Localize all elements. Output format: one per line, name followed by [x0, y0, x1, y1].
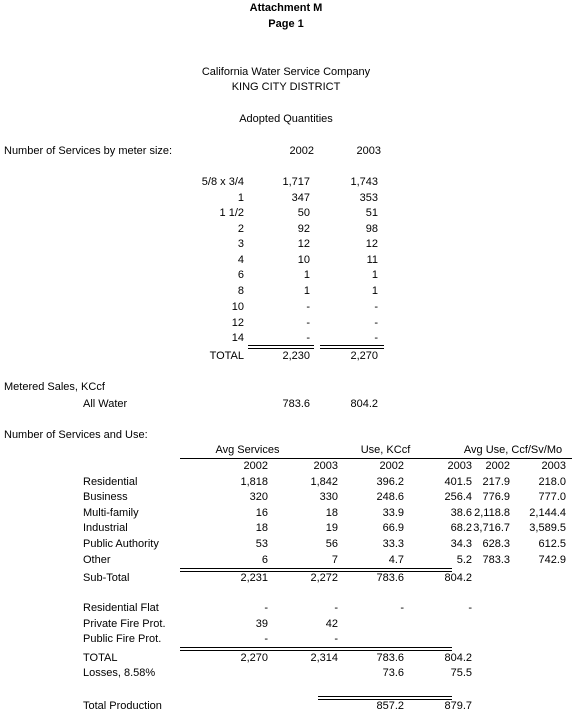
service-cell: 18: [325, 507, 338, 519]
service-cell: 34.3: [450, 538, 472, 550]
meter-value-2003: 11: [366, 254, 378, 266]
header-rule: [180, 458, 572, 459]
attachment-title: Attachment M: [249, 2, 323, 14]
meter-total-2003: 2,270: [350, 350, 378, 362]
service-cell: 320: [249, 491, 268, 503]
service-cell: 396.2: [376, 476, 404, 488]
metered-heading: Metered Sales, KCcf: [4, 381, 105, 393]
service-row-label: Public Authority: [83, 538, 159, 550]
meter-size: 14: [231, 332, 244, 344]
service-cell: 401.5: [444, 476, 472, 488]
total-production-label: Total Production: [83, 700, 162, 712]
service-row-label: Multi-family: [83, 507, 139, 519]
service-cell: 248.6: [376, 491, 404, 503]
meter-size: 5/8 x 3/4: [201, 176, 244, 188]
service-cell: 612.5: [538, 538, 566, 550]
subtitle: Adopted Quantities: [239, 113, 333, 125]
service-cell: 5.2: [456, 554, 472, 566]
meter-value-2003: 353: [359, 192, 378, 204]
group-avg-use: Avg Use, Ccf/Sv/Mo: [463, 444, 563, 456]
service-cell: 4.7: [388, 554, 404, 566]
total-production-cell: 879.7: [444, 700, 472, 712]
year-header: 2003: [313, 460, 338, 472]
meter-size: 2: [237, 223, 244, 235]
service-cell: 742.9: [538, 554, 566, 566]
extra-row-cell: 42: [325, 618, 338, 630]
meter-value-2002: 10: [297, 254, 310, 266]
meter-value-2003: 1,743: [350, 176, 378, 188]
production-rule: [318, 696, 452, 700]
meter-heading: Number of Services by meter size:: [4, 145, 173, 157]
grand-total-label: TOTAL: [83, 652, 118, 664]
subtotal-cell: 804.2: [444, 572, 472, 584]
service-row-label: Residential: [83, 476, 138, 488]
group-avg-services: Avg Services: [215, 444, 280, 456]
meter-total-label: TOTAL: [209, 350, 244, 362]
company-name: California Water Service Company: [201, 66, 371, 78]
extra-row-cell: 39: [255, 618, 268, 630]
service-cell: 16: [255, 507, 268, 519]
service-row-label: Industrial: [83, 522, 128, 534]
service-cell: 330: [319, 491, 338, 503]
all-water-2003: 804.2: [350, 398, 378, 410]
subtotal-cell: 2,272: [310, 572, 338, 584]
meter-col-2003: 2003: [356, 145, 381, 157]
subtotal-cell: 2,231: [240, 572, 268, 584]
service-cell: 53: [255, 538, 268, 550]
meter-total-2002: 2,230: [282, 350, 310, 362]
total-production-cell: 857.2: [376, 700, 404, 712]
service-cell: 628.3: [482, 538, 510, 550]
meter-size: 3: [237, 238, 244, 250]
meter-size: 10: [231, 301, 244, 313]
meter-size: 6: [237, 269, 244, 281]
year-header: 2003: [447, 460, 472, 472]
meter-total-rule: [248, 345, 314, 349]
service-cell: 18: [255, 522, 268, 534]
meter-size: 12: [231, 317, 244, 329]
extra-row-cell: -: [264, 633, 268, 645]
service-cell: 1,842: [310, 476, 338, 488]
service-cell: 66.9: [382, 522, 404, 534]
service-cell: 1,818: [240, 476, 268, 488]
service-cell: 256.4: [444, 491, 472, 503]
meter-value-2003: 98: [365, 223, 378, 235]
meter-value-2003: -: [374, 332, 378, 344]
all-water-label: All Water: [83, 398, 128, 410]
subtotal-rule: [180, 568, 452, 572]
meter-value-2002: 347: [291, 192, 310, 204]
service-cell: 38.6: [450, 507, 472, 519]
year-header: 2002: [243, 460, 268, 472]
meter-size: 1 1/2: [219, 207, 244, 219]
losses-cell: 75.5: [450, 667, 472, 679]
meter-value-2002: -: [306, 332, 310, 344]
service-cell: 218.0: [538, 476, 566, 488]
service-cell: 56: [325, 538, 338, 550]
service-row-label: Other: [83, 554, 111, 566]
year-header: 2003: [541, 460, 566, 472]
meter-size: 4: [237, 254, 244, 266]
service-cell: 2,144.4: [529, 507, 566, 519]
meter-value-2002: 1: [303, 269, 310, 281]
meter-value-2003: 51: [365, 207, 378, 219]
meter-value-2002: -: [306, 301, 310, 313]
meter-value-2002: -: [306, 317, 310, 329]
losses-cell: 73.6: [382, 667, 404, 679]
extra-row-cell: -: [400, 602, 404, 614]
meter-value-2002: 92: [297, 223, 310, 235]
service-cell: 33.9: [382, 507, 404, 519]
grand-total-cell: 804.2: [444, 652, 472, 664]
service-cell: 7: [331, 554, 338, 566]
subtotal-label: Sub-Total: [83, 572, 130, 584]
meter-value-2003: 1: [371, 269, 378, 281]
meter-value-2003: -: [374, 317, 378, 329]
extra-row-cell: -: [468, 602, 472, 614]
extra-row-label: Private Fire Prot.: [83, 618, 166, 630]
service-cell: 33.3: [382, 538, 404, 550]
service-row-label: Business: [83, 491, 128, 503]
year-header: 2002: [379, 460, 404, 472]
meter-value-2003: 1: [371, 285, 378, 297]
service-cell: 783.3: [482, 554, 510, 566]
page-number: Page 1: [268, 18, 304, 30]
meter-value-2002: 1: [303, 285, 310, 297]
service-cell: 2,118.8: [474, 507, 510, 519]
total-rule: [180, 647, 452, 651]
grand-total-cell: 2,314: [310, 652, 338, 664]
subtotal-cell: 783.6: [376, 572, 404, 584]
meter-total-rule: [320, 345, 384, 349]
extra-row-cell: -: [334, 633, 338, 645]
service-cell: 19: [325, 522, 338, 534]
service-cell: 777.0: [538, 491, 566, 503]
service-cell: 776.9: [482, 491, 510, 503]
meter-value-2002: 1,717: [282, 176, 310, 188]
meter-size: 8: [237, 285, 244, 297]
losses-label: Losses, 8.58%: [83, 667, 156, 679]
extra-row-cell: -: [334, 602, 338, 614]
meter-col-2002: 2002: [289, 145, 314, 157]
meter-size: 1: [237, 192, 244, 204]
service-cell: 3,589.5: [529, 522, 566, 534]
meter-value-2002: 12: [297, 238, 310, 250]
year-header: 2002: [485, 460, 510, 472]
meter-value-2003: 12: [365, 238, 378, 250]
service-cell: 3,716.7: [473, 522, 510, 534]
group-use-kccf: Use, KCcf: [360, 444, 411, 456]
district-name: KING CITY DISTRICT: [231, 81, 341, 93]
service-cell: 68.2: [450, 522, 472, 534]
service-cell: 6: [261, 554, 268, 566]
grand-total-cell: 2,270: [240, 652, 268, 664]
meter-value-2002: 50: [297, 207, 310, 219]
grand-total-cell: 783.6: [376, 652, 404, 664]
extra-row-label: Public Fire Prot.: [83, 633, 162, 645]
extra-row-cell: -: [264, 602, 268, 614]
all-water-2002: 783.6: [282, 398, 310, 410]
meter-value-2003: -: [374, 301, 378, 313]
services-heading: Number of Services and Use:: [4, 429, 148, 441]
service-cell: 217.9: [482, 476, 510, 488]
extra-row-label: Residential Flat: [83, 602, 159, 614]
